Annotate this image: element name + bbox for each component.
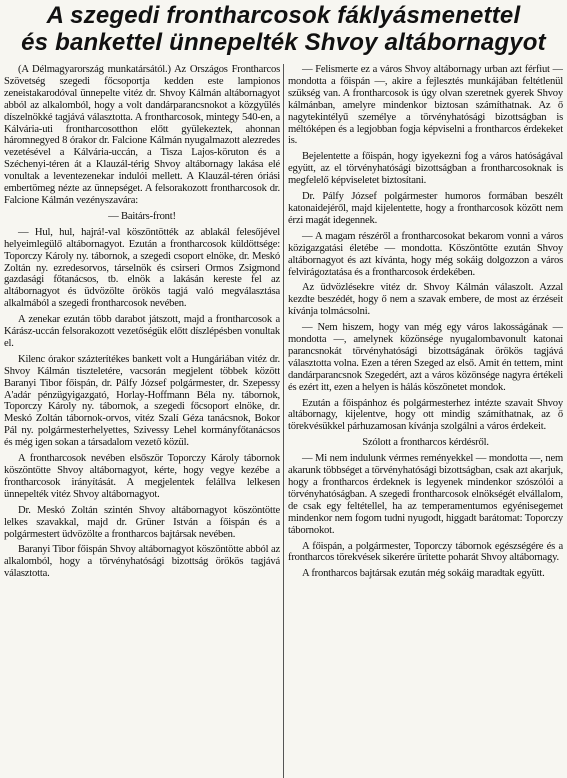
headline-line-2: és bankettel ünnepelték Shvoy altábornagyot (21, 29, 546, 56)
paragraph: — Nem hiszem, hogy van még egy város lakosságának — mondotta —, amelynek közönsége nyugalombavonult katonai parancsnokát törvényhatósági bizottságának örökös tagjává választotta volna. Ezen a téren Szeged az első. Amit én tettem, mint dandárparancsnok Szegedért, azt a város közönsége nagyra értékeli és ezért itt, ezen a helyen is hálás köszönetet mondok. (288, 322, 563, 393)
paragraph: Dr. Pálfy József polgármester humoros formában beszélt katonaidejéről, majd kijelentette, hogy a frontharcosok között nem érzi magát idegennek. (288, 191, 563, 226)
paragraph: — Mi nem indulunk vérmes reményekkel — mondotta —, nem akarunk többséget a törvényhatósági bizottságban, csak azt akarjuk, hogy a frontharcos érdeknek is legyenek mindenkor szószólói a törvényhatóságban. A szegedi frontharcosok elnökségét elvállalom, de csak egy feltétellel, ha az temperamentumos egyénisegemet mindenkor nem fogom tudni nyugodt, higgadt barátomat: Toporczy tábornokot. (288, 453, 563, 536)
paragraph: Ezután a főispánhoz és polgármesterhez intézte szavait Shvoy altábornagy, kijelentve, hogy ott mindig számíthatnak, az ő törekvésükkel párhuzamosan kívánja szolgálni a város érdekeit. (288, 397, 563, 433)
paragraph: Dr. Meskó Zoltán szintén Shvoy altábornagyot köszöntötte lelkes szavakkal, majd dr. Grüner István a főispán és a polgármestert üdvözölte a frontharcos bajtársak nevében. (4, 504, 280, 540)
headline (4, 2, 563, 56)
column-divider (283, 64, 284, 778)
paragraph: A frontharcosok nevében elsőször Toporczy Károly tábornok köszöntötte Shvoy altábornagyot, kérte, hogy vegye kezébe a frontharcosok irányítását. A megjelentek felállva lelkesen ünnepelték vitéz Shvoy altábornagyot. (4, 453, 280, 500)
article-body (4, 64, 563, 778)
paragraph: A főispán, a polgármester, Toporczy tábornok egészségére és a frontharcos törekvések sikerére ürítette poharát Shvoy altábornagy. (288, 540, 563, 564)
paragraph: Kilenc órakor százterítékes bankett volt a Hungáriában vitéz dr. Shvoy Kálmán tiszteletére, vacsorán megjelent többek között Baranyi Tibor főispán, dr. Pálfy József polgármester, dr. Szepessy A'adár pénzügyigazgató, Horlay-Hoffmann Béla ny. tábornok, Toporczy Károly ny. tábornok, a szegedi főcsoport elnöke, dr. Meskó Zoltán tábornok-orvos, vitéz Szalí Géza tanácsnok, Bokor Pál ny. polgármesterhelyettes, Szivessy Lehel kormányfőtanácsos és még igen sokan a társadalom vezető közül. (4, 353, 280, 449)
right-column (288, 64, 563, 778)
paragraph: — A magam részéről a frontharcosokat bekarom vonni a város közigazgatási életébe — mondotta. Köszöntötte ezután Shvoy altábornagyot és azt kívánta, hogy még sokáig dolgozzon a város felvirágoztatása és a frontharcosok érdekében. (288, 230, 563, 278)
paragraph: Szólott a frontharcos kérdésről. (362, 437, 489, 449)
paragraph: — Baitárs-front! (108, 210, 176, 222)
paragraph: Bejelentette a főispán, hogy igyekezni fog a város hatóságával együtt, az el törvényhatósági bizottságban a frontharcosoknak is megfelelő képviseletet biztosítani. (288, 151, 563, 187)
paragraph: Az üdvözlésekre vitéz dr. Shvoy Kálmán válaszolt. Azzal kezdte beszédét, hogy ő nem a szavak embere, de most az érzéseit kívánja tolmácsolni. (288, 282, 563, 318)
paragraph: A zenekar ezután több darabot játszott, majd a frontharcosok a Kárász-uccán felsorakozott vezetőségük előtt díszlépésben vonultak el. (4, 314, 280, 349)
headline-line-1: A szegedi frontharcosok fáklyásmenettel (46, 2, 521, 29)
paragraph: — Hul, hul, hajrá!-val köszöntötték az ablakál felesőjével helyeimlegülő altábornagyot. Ezután a frontharcosok küldöttsége: Toporczy Károly ny. tábornok, a szegedi csoport elnöke, dr. Meskó Zoltán ny. ezredesorvos, társelnök és csirseri Ormos Zsigmond gazdasági főtanácsos, tb. elnök a lakásán kereste fel az altábornagyot és üdvözölte örökös tagjá való megválasztása alkalmából a szegedi frontharcosok nevében. (4, 226, 280, 310)
left-column (4, 64, 280, 778)
paragraph: A frontharcos bajtársak ezután még sokáig maradtak együtt. (302, 568, 545, 580)
paragraph: Baranyi Tibor főispán Shvoy altábornagyot köszöntötte abból az alkalomból, hogy a törvényhatósági bizottság örökös tagjává választotta. (4, 544, 280, 580)
paragraph: (A Délmagyarország munkatársától.) Az Országos Frontharcos Szövetség szegedi főcsoportja kedden este lampionos zeneistakarodóval ünnepelte vitéz dr. Shvoy Kálmán altábornagyot abból az alkalomból, hogy a volt dandárparancsnokot a közgyűlés díszelnökké tagjává választotta. A frontharcosok, mintegy 540-en, a Kálvária-uti frontharcosotthon előtt gyülekeztek, ahonnan háromnegyed 8 órakor dr. Falcione Kálmán nyugalmazott alezredes vezetésével a Kálvária-uccán, a Tisza Lajos-köruton és a Széchenyi-téren át a Klauzál-térig Shvoy altábornagy lakása elé vonultak a leventezenekar indulói mellett. A Klauzál-téren óriási embertömeg nézte az ünnepséget. A felsorakozott frontharcosok dr. Falcione Kálmán vezényszavára: (4, 64, 280, 206)
paragraph: — Felismerte ez a város Shvoy altábornagy urban azt férfiut — mondotta a főispán —, akire a fejlesztés munkájában feltétlenül szükség van. A frontharcosok is úgy olvan szeretnek gyerek Shvoy kálmánban, amelyre mindenkor biztosan számíthatnak. Az ő nagytekintélyű személye a törvényhatósági bizottságban is méltóképen és a legjobban fogja képviselni a frontharcos érdekeket is. (288, 64, 563, 147)
